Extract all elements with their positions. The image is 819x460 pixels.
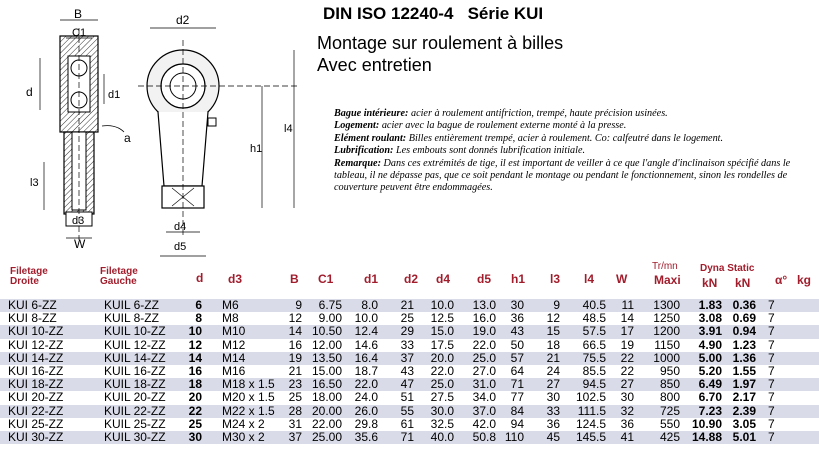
table-row [0,418,819,431]
cell-d3: M14 [222,350,246,365]
label-C1: C1 [72,27,87,39]
cell-B: 9 [295,298,302,312]
cell-kn-dynamic: 3.08 [698,311,722,326]
table-header [0,262,819,300]
cell-rpm: 1000 [653,350,680,365]
cell-d3: M24 x 2 [222,416,265,431]
cell-d4: 27.5 [430,390,454,405]
header-W: W [616,272,628,286]
cell-ref-right: KUI 18-ZZ [8,377,64,392]
cell-B: 14 [288,324,302,339]
cell-d4: 40.0 [430,429,454,444]
cell-ref-right: KUI 16-ZZ [8,363,64,378]
cell-d: 14 [188,350,202,365]
cell-d2: 71 [400,429,414,444]
cell-d1: 29.8 [354,416,378,431]
cell-rpm: 800 [659,390,680,405]
cell-d1: 14.6 [354,337,378,352]
cell-d2: 61 [400,416,414,431]
cell-l3: 15 [546,324,560,339]
cell-d3: M8 [222,311,239,326]
header-angle: α° [775,273,788,287]
cell-kn-static: 1.23 [732,337,756,352]
cell-d4: 30.0 [430,403,454,418]
cell-d: 12 [188,337,202,352]
cell-angle: 7 [768,416,775,431]
label-d5: d5 [174,241,187,253]
header-B: B [290,272,299,286]
spec-notes [334,108,804,195]
label-d3: d3 [72,215,85,227]
cell-h1: 84 [510,403,524,418]
cell-W: 32 [620,403,634,418]
cell-kn-dynamic: 14.88 [691,429,722,444]
header-h1: h1 [511,272,526,286]
cell-h1: 64 [510,363,524,378]
cell-l3: 21 [546,350,560,365]
cell-d4: 20.0 [430,350,454,365]
cell-C1: 12.00 [311,337,342,352]
label-l4: l4 [284,123,293,135]
cell-rpm: 1150 [654,337,680,352]
cell-kn-dynamic: 1.83 [698,298,722,312]
cell-W: 30 [620,390,634,405]
cell-d4: 15.0 [430,324,454,339]
cell-ref-right: KUI 25-ZZ [8,416,64,431]
label-a: a [124,131,131,145]
cell-h1: 57 [510,350,524,365]
note-rolling-element: Elément roulant: Billes entièrement trempé, acier à roulement. Co: calfeutré dans le logement. [334,132,724,144]
cell-d5: 22.0 [472,337,496,352]
cell-C1: 25.00 [311,429,342,444]
cell-angle: 7 [768,337,775,352]
cell-l3: 27 [546,377,560,392]
cell-W: 41 [620,429,634,444]
label-d: d [26,85,33,99]
cell-l3: 24 [546,363,560,378]
cell-d3: M12 [222,337,246,352]
cell-d1: 8.0 [361,298,378,312]
cell-d2: 55 [400,403,414,418]
cell-d: 20 [188,390,202,405]
cell-d4: 10.0 [430,298,454,312]
cell-d5: 25.0 [472,350,496,365]
table-row [0,391,819,404]
cell-d1: 24.0 [354,390,378,405]
cell-W: 19 [620,337,634,352]
cell-C1: 22.00 [311,416,342,431]
cell-l4: 57.5 [582,324,606,339]
header-kg: kg [797,273,812,287]
header-d1: d1 [364,272,379,286]
cell-C1: 20.00 [311,403,342,418]
cell-ref-right: KUI 14-ZZ [8,350,64,365]
cell-B: 21 [288,363,302,378]
cell-l3: 36 [546,416,560,431]
cell-d: 30 [188,429,202,444]
cell-d2: 21 [400,298,414,312]
cell-ref-left: KUIL 18-ZZ [104,377,166,392]
cell-rpm: 550 [659,416,680,431]
cell-C1: 15.00 [311,363,342,378]
cell-C1: 13.50 [311,350,342,365]
cell-kn-static: 5.01 [732,429,756,444]
cell-d3: M6 [222,298,239,312]
cell-d1: 18.7 [354,363,378,378]
cell-ref-left: KUIL 16-ZZ [104,363,166,378]
cell-B: 16 [288,337,302,352]
cell-l3: 9 [553,298,560,312]
cell-B: 25 [288,390,302,405]
cell-d5: 16.0 [472,311,496,326]
cell-d3: M20 x 1.5 [222,390,275,405]
cell-ref-right: KUI 10-ZZ [8,324,64,339]
cell-d4: 32.5 [430,416,454,431]
cell-B: 19 [288,350,302,365]
table-row [0,325,819,338]
cell-ref-left: KUIL 22-ZZ [104,403,166,418]
cell-l4: 66.5 [582,337,606,352]
cell-d5: 19.0 [472,324,496,339]
cell-d1: 12.4 [354,324,378,339]
cell-d4: 17.5 [430,337,454,352]
header-filetage-droite: Filetage Droite [10,266,48,287]
cell-kn-dynamic: 10.90 [691,416,722,431]
cell-d1: 10.0 [354,311,378,326]
cell-ref-right: KUI 12-ZZ [8,337,64,352]
cell-l4: 75.5 [582,350,606,365]
cell-rpm: 950 [659,363,680,378]
cell-kn-static: 1.97 [732,377,756,392]
cell-W: 17 [620,324,634,339]
cell-rpm: 425 [659,429,680,444]
subtitle-maintenance: Avec entretien [317,55,432,75]
cell-rpm: 1200 [653,324,680,339]
cell-W: 22 [620,363,634,378]
cell-d: 8 [195,311,202,326]
header-dyna-static: Dyna Static [700,263,755,274]
cell-ref-left: KUIL 8-ZZ [104,311,159,326]
cell-rpm: 1300 [653,298,680,312]
header-l3: l3 [550,272,561,286]
cell-ref-left: KUIL 30-ZZ [104,429,166,444]
note-inner-ring: Bague intérieure: acier à roulement antifriction, trempé, haute précision usinées. [334,108,668,119]
cell-kn-static: 2.17 [732,390,756,405]
cell-d1: 22.0 [354,377,378,392]
cell-C1: 9.00 [318,311,342,326]
cell-kn-dynamic: 7.23 [698,403,722,418]
cell-d2: 47 [400,377,414,392]
cell-B: 31 [288,416,302,431]
cell-d1: 16.4 [354,350,378,365]
cell-ref-right: KUI 30-ZZ [8,429,64,444]
cell-kn-dynamic: 3.91 [698,324,722,339]
cell-ref-left: KUIL 6-ZZ [104,298,159,312]
cell-angle: 7 [768,324,775,339]
cell-h1: 71 [510,377,524,392]
cell-W: 22 [620,350,634,365]
cell-B: 23 [288,377,302,392]
cell-h1: 94 [510,416,524,431]
cell-d: 22 [188,403,202,418]
cell-d1: 26.0 [354,403,378,418]
cell-C1: 18.00 [311,390,342,405]
cell-d5: 13.0 [472,298,496,312]
cell-C1: 6.75 [318,298,342,312]
cell-rpm: 1250 [653,311,680,326]
cell-kn-dynamic: 5.00 [698,350,722,365]
cell-l3: 45 [546,429,560,444]
cell-kn-static: 0.94 [732,324,756,339]
cell-rpm: 850 [659,377,680,392]
cell-ref-left: KUIL 25-ZZ [104,416,166,431]
cell-ref-left: KUIL 14-ZZ [104,350,166,365]
label-d4: d4 [174,221,187,233]
side-view [40,20,124,240]
cell-kn-dynamic: 6.49 [698,377,722,392]
header-d4: d4 [436,272,451,286]
cell-d5: 27.0 [472,363,496,378]
cell-l4: 94.5 [582,377,606,392]
cell-d5: 31.0 [472,377,496,392]
cell-d2: 43 [400,363,414,378]
cell-h1: 110 [504,429,524,444]
label-B: B [74,7,83,21]
table-row [0,339,819,352]
table-row [0,352,819,365]
cell-l4: 40.5 [582,298,606,312]
cell-d2: 37 [400,350,414,365]
cell-d2: 29 [400,324,414,339]
header-d2: d2 [404,272,419,286]
cell-l4: 102.5 [575,390,606,405]
cell-d3: M16 [222,363,246,378]
cell-ref-left: KUIL 20-ZZ [104,390,166,405]
table-row [0,431,819,444]
cell-l3: 18 [546,337,560,352]
note-housing: Logement: acier avec la bague de roulement externe monté à la presse. [334,120,627,132]
header-rpm: Tr/mn [652,261,678,272]
table-row [0,405,819,418]
cell-angle: 7 [768,298,775,312]
cell-h1: 50 [510,337,524,352]
cell-l3: 30 [546,390,560,405]
cell-kn-static: 3.05 [732,416,756,431]
cell-d5: 37.0 [472,403,496,418]
cell-l4: 111.5 [577,403,606,418]
cell-l4: 124.5 [575,416,606,431]
cell-ref-right: KUI 6-ZZ [8,298,57,312]
cell-angle: 7 [768,429,775,444]
cell-W: 36 [620,416,634,431]
cell-d5: 42.0 [472,416,496,431]
cell-angle: 7 [768,390,775,405]
cell-d5: 50.8 [472,429,496,444]
cell-d4: 12.5 [430,311,454,326]
cell-d1: 35.6 [354,429,378,444]
cell-l4: 85.5 [582,363,606,378]
cell-kn-dynamic: 5.20 [698,363,722,378]
cell-C1: 10.50 [311,324,342,339]
cell-l3: 33 [546,403,560,418]
label-h1: h1 [250,143,263,155]
cell-angle: 7 [768,363,775,378]
note-remark: Remarque: Dans ces extrémités de tige, il est important de veiller à ce que l'angle d'inclinaison spécifié dans le tableau, il ne dépasse pas, que ce soit pendant le montage ou pendant le fonctionnement, sinon les rondelles de couverture peuvent être endommagées. [334,157,791,194]
cell-kn-dynamic: 6.70 [698,390,722,405]
table-body [0,299,819,444]
cell-angle: 7 [768,403,775,418]
note-lubrication: Lubrification: Les embouts sont donnés lubrification initiale. [334,145,586,157]
cell-d2: 25 [400,311,414,326]
cell-d: 18 [188,377,202,392]
cell-d: 16 [188,363,202,378]
cell-ref-left: KUIL 12-ZZ [104,337,166,352]
header-filetage-gauche: Filetage Gauche [100,266,138,287]
cell-h1: 77 [510,390,524,405]
cell-B: 12 [288,311,302,326]
cell-l4: 48.5 [582,311,606,326]
cell-d5: 34.0 [472,390,496,405]
cell-W: 14 [620,311,634,326]
cell-d3: M10 [222,324,246,339]
cell-d3: M18 x 1.5 [222,377,275,392]
cell-d3: M22 x 1.5 [222,403,275,418]
header-d: d [196,271,204,285]
cell-ref-right: KUI 20-ZZ [8,390,64,405]
cell-kn-static: 0.36 [732,298,756,312]
cell-d: 6 [195,298,202,312]
cell-kn-static: 2.39 [732,403,756,418]
cell-d2: 51 [400,390,414,405]
cell-rpm: 725 [659,403,680,418]
header-maxi: Maxi [654,273,681,287]
cell-d2: 33 [400,337,414,352]
cell-ref-right: KUI 8-ZZ [8,311,57,326]
cell-kn-dynamic: 4.90 [698,337,722,352]
page-title: DIN ISO 12240-4 Série KUI [323,4,544,23]
cell-angle: 7 [768,377,775,392]
cell-d3: M30 x 2 [222,429,265,444]
cell-W: 11 [621,298,634,312]
header-kn-static: kN [735,276,751,290]
cell-h1: 30 [510,298,524,312]
header-C1: C1 [318,272,334,286]
cell-l4: 145.5 [575,429,606,444]
cell-kn-static: 1.36 [732,350,756,365]
cell-C1: 16.50 [311,377,342,392]
cell-B: 37 [288,429,302,444]
label-d2: d2 [176,13,190,27]
header-kn-dynamic: kN [702,276,718,290]
cell-d4: 22.0 [430,363,454,378]
cell-l3: 12 [546,311,560,326]
subtitle-mounting: Montage sur roulement à billes [317,33,564,53]
label-d1: d1 [108,89,121,101]
cell-angle: 7 [768,311,775,326]
cell-h1: 43 [510,324,524,339]
cell-d: 25 [188,416,202,431]
label-W: W [74,237,86,251]
cell-B: 28 [288,403,302,418]
cell-d4: 25.0 [430,377,454,392]
label-l3: l3 [30,177,39,189]
cell-ref-left: KUIL 10-ZZ [104,324,166,339]
cell-ref-right: KUI 22-ZZ [8,403,64,418]
cell-angle: 7 [768,350,775,365]
header-d5: d5 [477,272,492,286]
cell-d: 10 [188,324,202,339]
rod-end-technical-drawing [0,0,300,262]
header-l4: l4 [584,272,595,286]
cell-kn-static: 1.55 [732,363,756,378]
cell-h1: 36 [510,311,524,326]
front-view [138,28,300,256]
header-d3: d3 [228,272,243,286]
cell-W: 27 [620,377,634,392]
cell-kn-static: 0.69 [732,311,756,326]
